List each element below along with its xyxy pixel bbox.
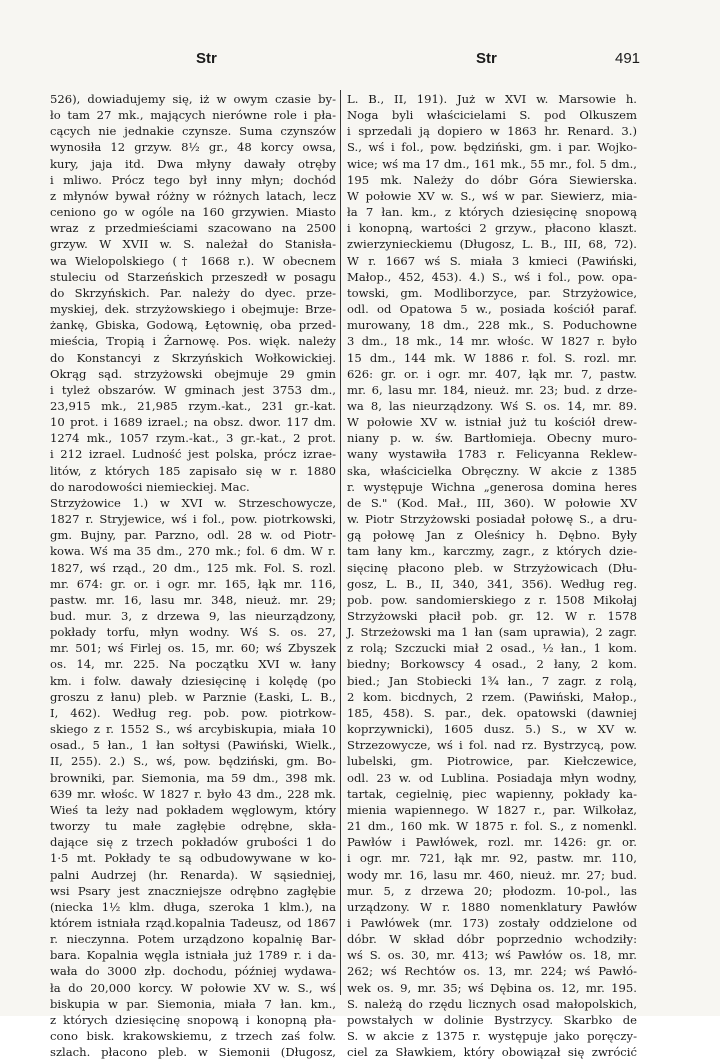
text-line: skiego z r. 1552 S., wś arcybiskupia, miała 10	[50, 722, 336, 737]
text-line: palni Audrzej (hr. Renarda). W sąsiedniej,	[50, 867, 336, 882]
text-line: powstałych w dolinie Bystrzycy. Skarbko de	[347, 1012, 637, 1027]
text-line: do Konstancyi z Skrzyńskich Wołkowickiej.	[50, 350, 336, 365]
text-line: mr. 6, lasu mr. 184, nieuż. mr. 23; bud. z drze-	[347, 382, 637, 397]
text-line: odl. od Opatowa 5 w., posiada kościół paraf.	[347, 302, 637, 317]
text-line: żankę, Gbiska, Godową, Łętownię, oba przed-	[50, 318, 336, 333]
text-line: ło tam 27 mk., mających nierówne role i pła-	[50, 108, 336, 123]
text-line: r. nieczynna. Potem urządzono kopalnię Bar-	[50, 932, 336, 947]
text-line: r. występuje Wichna „generosa domina heres	[347, 479, 637, 494]
text-line: wsi Psary jest znaczniejsze odrębno zagłębie	[50, 883, 336, 898]
text-line: S., wś i fol., pow. będziński, gm. i par. Wojko-	[347, 140, 637, 155]
text-line: gą połowę Jan z Oleśnicy h. Dębno. Były	[347, 528, 637, 543]
text-line: i mliwo. Prócz tego był inny młyn; dochód	[50, 172, 336, 187]
text-line: w. Piotr Strzyżowski posiadał połowę S., a dru-	[347, 512, 637, 527]
text-line: browniki, par. Siemonia, ma 59 dm., 398 mk.	[50, 770, 336, 785]
text-line: do Skrzyńskich. Par. należy do dyec. prze-	[50, 285, 336, 300]
text-line: i konopną, wartości 2 grzyw., płacono klaszt.	[347, 221, 637, 236]
text-line: 1827, wś rząd., 20 dm., 125 mk. Fol. S. rozl.	[50, 560, 336, 575]
text-line: myskiej, dek. strzyżowskiego i obejmuje: Brze-	[50, 302, 336, 317]
text-line: 1274 mk., 1057 rzym.-kat., 3 gr.-kat., 2 prot.	[50, 431, 336, 446]
text-line: II, 255). 2.) S., wś, pow. będziński, gm. Bo-	[50, 754, 336, 769]
text-line: którem istniała rząd.kopalnia Tadeusz, od 1867	[50, 915, 336, 930]
text-line: szlach. płacono pleb. w Siemonii (Długosz,	[50, 1045, 336, 1060]
running-head-left: Str	[196, 50, 217, 67]
text-line: biedny; Borkowscy 4 osad., 2 łany, 2 kom.	[347, 657, 637, 672]
text-line: pob. pow. sandomierskiego z r. 1508 Mikołaj	[347, 592, 637, 607]
text-line: bara. Kopalnia węgla istniała już 1789 r. i da-	[50, 948, 336, 963]
text-line: os. 14, mr. 225. Na początku XVI w. łany	[50, 657, 336, 672]
text-line: ła 7 łan. km., z których dziesięcinę snopową	[347, 205, 637, 220]
text-line: osad., 5 łan., 1 łan sołtysi (Pawiński, Wielk.,	[50, 738, 336, 753]
text-line: mr. 674: gr. or. i ogr. mr. 165, łąk mr. 116,	[50, 576, 336, 591]
text-line: mieścia, Tropią i Żarnowę. Pos. więk. należy	[50, 334, 336, 349]
text-line: wek os. 9, mr. 35; wś Dębina os. 12, mr. 195.	[347, 980, 637, 995]
text-line: wś S. os. 30, mr. 413; wś Pawłów os. 18, mr.	[347, 948, 637, 963]
text-line: Strzyżowice 1.) w XVI w. Strzeschowycze,	[50, 495, 336, 510]
text-line: lubelski, gm. Piotrowice, par. Kiełczewice,	[347, 754, 637, 769]
text-line: 262; wś Rechtów os. 13, mr. 224; wś Pawłó-	[347, 964, 637, 979]
text-line: mur. 5, z drzewa 20; płodozm. 10-pol., las	[347, 883, 637, 898]
text-line: ciel za Sławkiem, który obowiązał się zwrócić	[347, 1045, 637, 1060]
text-line: wa Wielopolskiego († 1668 r.). W obecnem	[50, 253, 336, 268]
text-line: 21 dm., 160 mk. W 1875 r. fol. S., z nomenkl.	[347, 819, 637, 834]
text-line: pokłady torfu, młyn wodny. Wś S. os. 27,	[50, 625, 336, 640]
text-line: i 212 izrael. Ludność jest polska, prócz izrae-	[50, 447, 336, 462]
text-line: 23,915 mk., 21,985 rzym.-kat., 231 gr.-kat.	[50, 398, 336, 413]
text-line: 15 dm., 144 mk. W 1886 r. fol. S. rozl. mr.	[347, 350, 637, 365]
text-line: 195 mk. Należy do dóbr Góra Siewierska.	[347, 172, 637, 187]
text-line: Okrąg sąd. strzyżowski obejmuje 29 gmin	[50, 366, 336, 381]
text-line: bied.; Jan Stobiecki 1¾ łan., 7 zagr. z rolą,	[347, 673, 637, 688]
text-line: pastw. mr. 16, lasu mr. 348, nieuż. mr. 29;	[50, 592, 336, 607]
text-line: gm. Bujny, par. Parzno, odl. 28 w. od Piotr-	[50, 528, 336, 543]
text-line: wraz z przedmieściami szacowano na 2500	[50, 221, 336, 236]
right-column	[347, 91, 637, 1060]
text-line: de S." (Kod. Mał., III, 360). W połowie XV	[347, 495, 637, 510]
text-line: do narodowości niemieckiej. Mac.	[50, 479, 250, 494]
text-line: odl. 23 w. od Lublina. Posiadaja młyn wodny,	[347, 770, 637, 785]
text-line: kury, jaja itd. Dwa młyny dawały otręby	[50, 156, 336, 171]
text-line: wała do 3000 złp. dochodu, później wydawa-	[50, 964, 336, 979]
text-line: wa 8, las nieurządzony. Wś S. os. 14, mr. 89.	[347, 398, 637, 413]
text-line: ska, właścicielka Obręczny. W akcie z 1385	[347, 463, 637, 478]
text-line: Wieś ta leży nad pokładem węglowym, który	[50, 802, 336, 817]
text-line: bud. mur. 3, z drzewa 9, las nieurządzony,	[50, 609, 336, 623]
page-header	[0, 50, 720, 74]
text-line: L. B., II, 191). Już w XVI w. Marsowie h.	[347, 92, 637, 106]
text-line: i Pawłówek (mr. 173) zostały oddzielone od	[347, 915, 637, 930]
running-head-center: Str	[476, 50, 497, 67]
text-line: wany wystawiła 1783 r. Felicyanna Reklew-	[347, 447, 637, 462]
text-line: I, 462). Według reg. pob. pow. piotrkow-	[50, 705, 336, 720]
text-line: wody mr. 16, lasu mr. 460, nieuż. mr. 27; bud.	[347, 867, 637, 882]
text-line: gosz, L. B., II, 340, 341, 356). Według reg.	[347, 576, 637, 591]
text-line: W r. 1667 wś S. miała 3 kmieci (Pawiński,	[347, 253, 637, 268]
column-divider	[340, 90, 341, 995]
text-line: koprzywnicki), 1605 dusz. 5.) S., w XV w.	[347, 722, 637, 737]
text-line: W połowie XV w. S., wś w par. Siewierz, mia-	[347, 188, 637, 203]
text-line: dające się z trzech pokładów grubości 1 do	[50, 835, 336, 850]
text-line: zwierzynieckiemu (Długosz, L. B., III, 68, 72).	[347, 237, 637, 252]
text-line: towski, gm. Modliborzyce, par. Strzyżowice,	[347, 285, 637, 300]
text-line: km. i folw. dawały dziesięcinę i kolędę (po	[50, 673, 336, 688]
text-line: tam łany km., karczmy, zagr., z których dzie-	[347, 544, 637, 559]
text-line: 3 dm., 18 mk., 14 mr. włośc. W 1827 r. było	[347, 334, 637, 349]
text-line: z młynów bywał różny w różnych latach, lecz	[50, 188, 336, 203]
text-line: stuleciu od Starzeńskich przeszedł w posagu	[50, 269, 336, 284]
text-line: S. w akcie z 1375 r. występuje jako poręczy-	[347, 1029, 637, 1044]
text-line: S. należą do rzędu licznych osad małopolskich,	[347, 996, 637, 1011]
text-line: 626: gr. or. i ogr. mr. 407, łąk mr. 7, pastw.	[347, 366, 637, 381]
text-line: cących nie jednakie czynsze. Suma czynszów	[50, 124, 336, 139]
text-line: dóbr. W skład dóbr poprzednio wchodziły:	[347, 932, 637, 947]
page-number: 491	[615, 50, 641, 67]
text-line: i ogr. mr. 721, łąk mr. 92, pastw. mr. 110,	[347, 851, 637, 866]
text-line: litów, z których 185 zapisało się w r. 1880	[50, 463, 336, 478]
text-line: 639 mr. włośc. W 1827 r. było 43 dm., 228 mk.	[50, 786, 336, 801]
text-line: ła do 20,000 korcy. W połowie XV w. S., wś	[50, 980, 336, 995]
text-line: z rolą; Szczucki miał 2 osad., ½ łan., 1 kom.	[347, 641, 637, 656]
text-line: 1827 r. Stryjewice, wś i fol., pow. piotrkowski,	[50, 512, 336, 527]
text-line: niany p. w. św. Bartłomieja. Obecny muro-	[347, 431, 637, 446]
text-line: z których dziesięcinę snopową i konopną pła-	[50, 1012, 336, 1027]
text-line: Noga byli właścicielami S. pod Olkuszem	[347, 108, 637, 123]
text-line: mienia wapiennego. W 1827 r., par. Wilkołaz,	[347, 802, 637, 817]
text-line: urządzony. W r. 1880 nomenklatury Pawłów	[347, 899, 637, 914]
text-line: kowa. Wś ma 35 dm., 270 mk.; fol. 6 dm. W r.	[50, 544, 336, 559]
text-line: tworzy tu małe zagłębie odrębne, skła-	[50, 819, 336, 834]
text-line: 2 kom. bicdnych, 2 rzem. (Pawiński, Małop.,	[347, 689, 637, 704]
text-line: wice; wś ma 17 dm., 161 mk., 55 mr., fol. 5 dm.,	[347, 156, 637, 171]
text-line: tartak, cegielnię, piec wapienny, pokłady ka-	[347, 786, 637, 801]
text-line: 185, 458). S. par., dek. opatowski (dawniej	[347, 705, 637, 720]
text-line: 1·5 mt. Pokłady te są odbudowywane w ko-	[50, 851, 336, 866]
text-line: mr. 501; wś Firlej os. 15, mr. 60; wś Zbyszek	[50, 641, 336, 656]
text-line: biskupia w par. Siemonia, miała 7 łan. km.,	[50, 996, 336, 1011]
text-line: ceniono go w ogóle na 160 grzywien. Miasto	[50, 205, 336, 220]
text-line: murowany, 18 dm., 228 mk., S. Poduchowne	[347, 318, 637, 333]
text-line: Strzyżowski płacił pob. gr. 12. W r. 1578	[347, 609, 637, 623]
text-line: W połowie XV w. istniał już tu kościół drew-	[347, 415, 637, 430]
text-line: (niecka 1½ klm. długa, szeroka 1 klm.), na	[50, 899, 336, 914]
text-line: cono bisk. krakowskiemu, z trzech zaś folw.	[50, 1029, 336, 1044]
left-column	[50, 91, 336, 1060]
text-line: 526), dowiadujemy się, iż w owym czasie by-	[50, 92, 336, 106]
text-line: i sprzedali ją dopiero w 1863 hr. Renard. 3.)	[347, 124, 637, 139]
text-line: grzyw. W XVII w. S. należał do Stanisła-	[50, 237, 336, 252]
text-line: i tyleż obszarów. W gminach jest 3753 dm.,	[50, 382, 336, 397]
text-line: 10 prot. i 1689 izrael.; na obsz. dwor. 117 dm.	[50, 415, 336, 430]
text-line: groszu z łanu) pleb. w Parznie (Łaski, L. B.,	[50, 689, 336, 704]
text-line: Małop., 452, 453). 4.) S., wś i fol., pow. opa-	[347, 269, 637, 284]
text-line: sięcinę płacono pleb. w Strzyżowicach (Dłu-	[347, 560, 637, 575]
text-line: wynosiła 12 grzyw. 8½ gr., 48 korcy owsa,	[50, 140, 336, 155]
text-line: Strzezowycze, wś i fol. nad rz. Bystrzycą, pow.	[347, 738, 637, 753]
text-line: Pawłów i Pawłówek, rozl. mr. 1426: gr. or.	[347, 835, 637, 850]
text-line: J. Strzeżowski ma 1 łan (sam uprawia), 2 zagr.	[347, 625, 637, 640]
